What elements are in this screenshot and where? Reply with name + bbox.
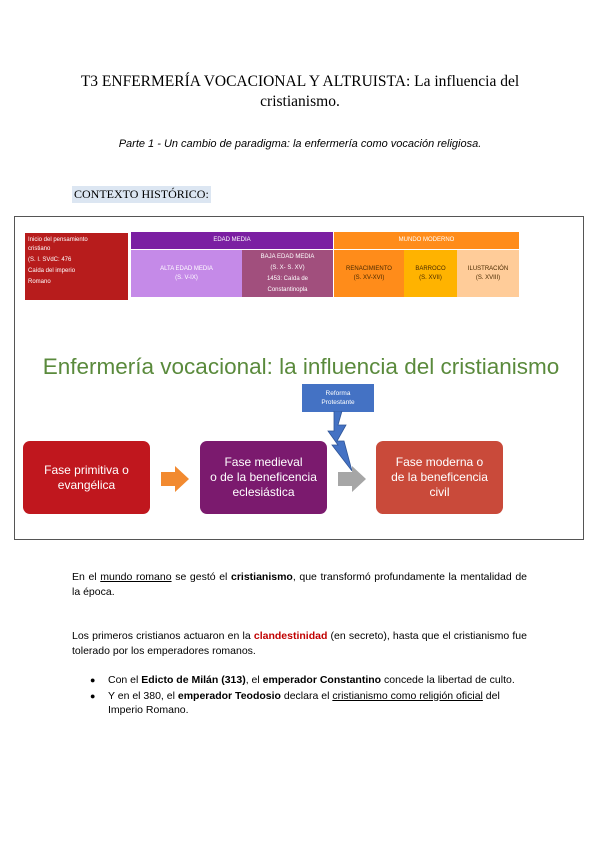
title-line-1: T3 ENFERMERÍA VOCACIONAL Y ALTRUISTA: La influencia del [80, 73, 520, 90]
phase3-line-3: civil [429, 485, 450, 499]
bold-term: cristianismo [230, 571, 293, 583]
ilustracion-dates: (S. XVIII) [475, 274, 501, 281]
arrow-right-icon [338, 466, 366, 492]
bold-term: Edicto de Milán (313) [141, 674, 246, 686]
baja-label: BAJA EDAD MEDIA [260, 253, 315, 260]
underlined-term: cristianismo como religión oficial [332, 689, 483, 702]
timeline-inicio-cell [25, 233, 128, 300]
bullet-list [90, 673, 527, 719]
alta-label: ALTA EDAD MEDIA [160, 265, 213, 272]
phase2-line-3: eclesiástica [232, 485, 295, 499]
baja-event-1: 1453: Caída de [266, 275, 309, 282]
inicio-line-4: Caída del imperio [28, 268, 76, 274]
text-run: concede la libertad de culto. [381, 674, 515, 686]
mundo-moderno-header [334, 232, 519, 249]
baja-edad-media-cell [242, 250, 333, 297]
historical-figure [14, 216, 584, 540]
mundo-moderno-label: MUNDO MODERNO [398, 237, 455, 243]
barroco-label: BARROCO [415, 265, 446, 272]
phase-moderna [376, 441, 503, 514]
inicio-line-5: Romano [28, 279, 51, 285]
bold-term: emperador Constantino [262, 674, 382, 686]
text-run: declara el [280, 689, 333, 702]
title-line-2: cristianismo. [260, 93, 340, 110]
edad-media-header [131, 232, 333, 249]
document-title [40, 72, 560, 112]
phase3-line-2: de la beneficencia [391, 470, 488, 484]
phase2-line-2: o de la beneficencia [210, 470, 317, 484]
ilustracion-label: ILUSTRACIÓN [467, 265, 509, 272]
inicio-line-3: (S. I. SVdC: 476 [28, 257, 72, 263]
text-run: Y en el 380, el [108, 689, 178, 702]
bullet-icon: ● [90, 690, 96, 701]
text-run: del Imperio Romano. [108, 689, 500, 716]
diagram-title: Enfermería vocacional: la influencia del cristianismo [42, 354, 560, 379]
text-run: Los primeros cristianos actuaron en la [72, 630, 254, 642]
highlight-term: clandestinidad [253, 630, 328, 642]
phase-medieval [200, 441, 327, 514]
alta-edad-media-cell [131, 250, 242, 297]
barroco-cell [404, 250, 457, 297]
baja-dates: (S. X- S. XV) [270, 264, 305, 271]
phase1-line-2: evangélica [57, 477, 116, 492]
phase-primitiva [23, 441, 150, 514]
bullet-icon: ● [90, 675, 96, 685]
text-run: se gestó el [171, 571, 231, 583]
ilustracion-cell [457, 250, 519, 297]
bold-term: emperador Teodosio [177, 689, 281, 702]
context-heading: CONTEXTO HISTÓRICO: [74, 187, 209, 201]
arrow-right-icon [161, 466, 189, 492]
text-run: , el [245, 674, 263, 686]
reforma-line-1: Reforma [325, 390, 351, 397]
phase3-line-1: Fase moderna o [395, 455, 484, 469]
renacimiento-dates: (S. XV-XVI) [353, 274, 385, 281]
list-item [90, 689, 527, 718]
renacimiento-label: RENACIMIENTO [346, 265, 392, 272]
text-run: En el [72, 571, 101, 583]
paragraph-mundo-romano [72, 570, 527, 599]
list-item [90, 673, 527, 688]
text-run: , que transformó profundamente la mentalidad de la época. [72, 571, 527, 598]
phase1-line-1: Fase primitiva o [44, 462, 129, 477]
inicio-line-1: Inicio del pensamiento [28, 237, 88, 243]
paragraph-clandestinidad [72, 629, 527, 658]
baja-event-2: Constantinopla [267, 286, 308, 293]
text-run: Con el [108, 674, 142, 686]
phase2-line-1: Fase medieval [224, 455, 303, 469]
renacimiento-cell [334, 250, 404, 297]
barroco-dates: (S. XVII) [419, 274, 442, 281]
underlined-term: mundo romano [100, 571, 172, 583]
alta-dates: (S. V-IX) [175, 274, 198, 281]
text-run: (en secreto), hasta que el cristianismo fue tolerado por los emperadores romanos. [72, 630, 527, 657]
document-subtitle: Parte 1 - Un cambio de paradigma: la enfermería como vocación religiosa. [118, 138, 482, 150]
reforma-protestante-box [302, 384, 374, 412]
inicio-line-2: cristiano [28, 246, 51, 252]
reforma-line-2: Protestante [321, 399, 355, 406]
edad-media-label: EDAD MEDIA [213, 237, 251, 243]
